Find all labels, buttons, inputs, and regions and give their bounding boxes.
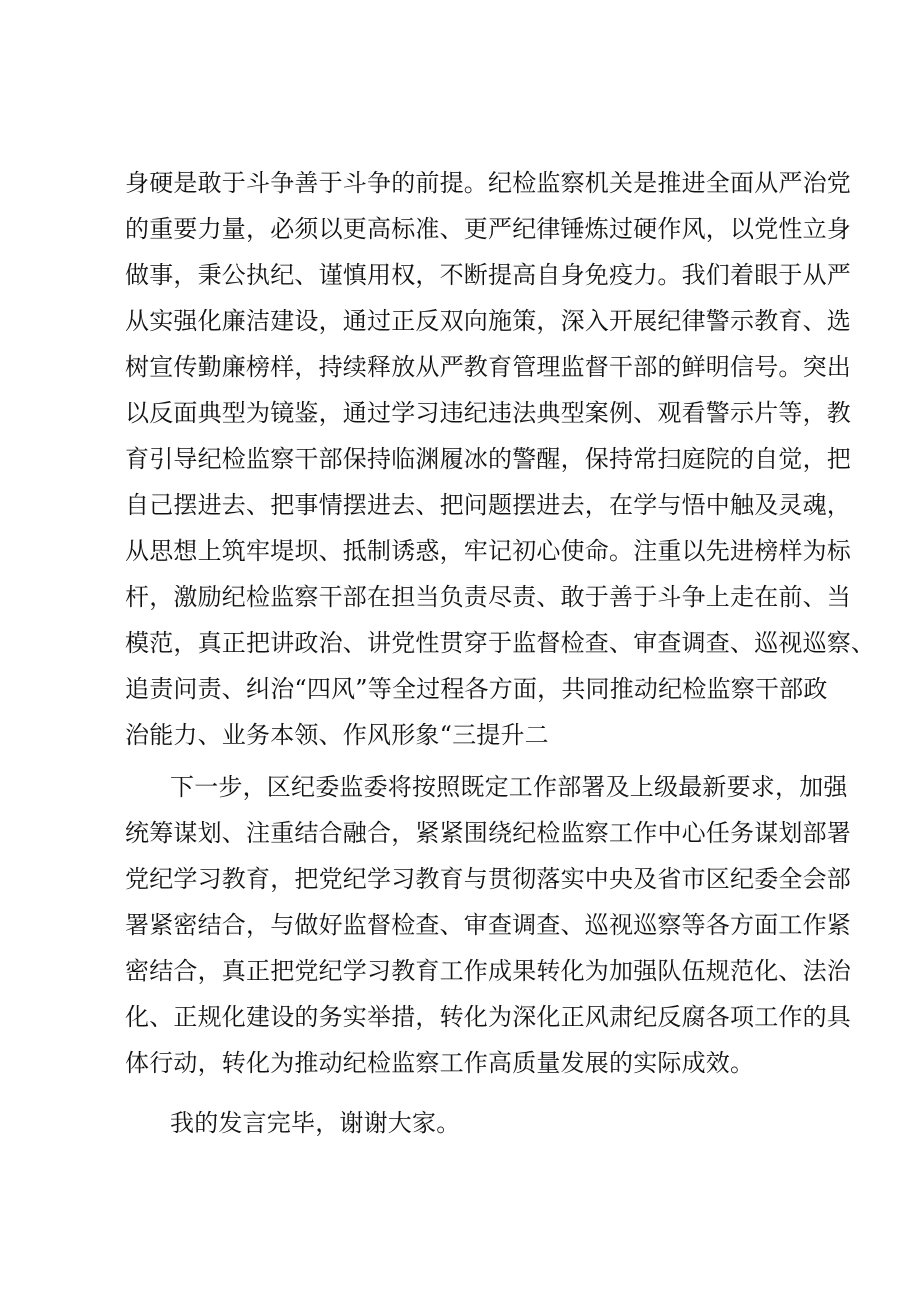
paragraph-line: 从实强化廉洁建设，通过正反双向施策，深入开展纪律警示教育、选 (125, 307, 851, 335)
paragraph-line: 的重要力量，必须以更高标准、更严纪律锤炼过硬作风，以党性立身 (125, 215, 851, 243)
paragraph-line: 杆，激励纪检监察干部在担当负责尽责、敢于善于斗争上走在前、当 (125, 583, 851, 611)
paragraph-line: 体行动，转化为推动纪检监察工作高质量发展的实际成效。 (125, 1049, 755, 1077)
paragraph-line: 统筹谋划、注重结合融合，紧紧围绕纪检监察工作中心任务谋划部署 (125, 819, 851, 847)
paragraph-line: 从思想上筑牢堤坝、抵制诱惑，牢记初心使命。注重以先进榜样为标 (125, 537, 851, 565)
paragraph-line: 树宣传勤廉榜样，持续释放从严教育管理监督干部的鲜明信号。突出 (125, 353, 851, 381)
paragraph-line: 化、正规化建设的务实举措，转化为深化正风肃纪反腐各项工作的具 (125, 1003, 851, 1031)
paragraph-line: 党纪学习教育，把党纪学习教育与贯彻落实中央及省市区纪委全会部 (125, 865, 851, 893)
paragraph-line: 追责问责、纠治“四风”等全过程各方面，共同推动纪检监察干部政 (125, 675, 828, 703)
paragraph-line: 自己摆进去、把事情摆进去、把问题摆进去，在学与悟中触及灵魂， (125, 491, 851, 519)
paragraph-line: 治能力、业务本领、作风形象“三提升二 (125, 721, 549, 749)
paragraph-line: 模范，真正把讲政治、讲党性贯穿于监督检查、审查调查、巡视巡察、 (125, 629, 876, 657)
paragraph-line: 我的发言完毕，谢谢大家。 (170, 1109, 461, 1137)
paragraph-line: 密结合，真正把党纪学习教育工作成果转化为加强队伍规范化、法治 (125, 957, 851, 985)
paragraph-line: 下一步，区纪委监委将按照既定工作部署及上级最新要求，加强 (170, 773, 848, 801)
paragraph-line: 做事，秉公执纪、谨慎用权，不断提高自身免疫力。我们着眼于从严 (125, 261, 851, 289)
paragraph-line: 署紧密结合，与做好监督检查、审查调查、巡视巡察等各方面工作紧 (125, 911, 851, 939)
paragraph-line: 以反面典型为镜鉴，通过学习违纪违法典型案例、观看警示片等，教 (125, 399, 851, 427)
paragraph-line: 育引导纪检监察干部保持临渊履冰的警醒，保持常扫庭院的自觉，把 (125, 445, 851, 473)
paragraph-line: 身硬是敢于斗争善于斗争的前提。纪检监察机关是推进全面从严治党 (125, 169, 851, 197)
